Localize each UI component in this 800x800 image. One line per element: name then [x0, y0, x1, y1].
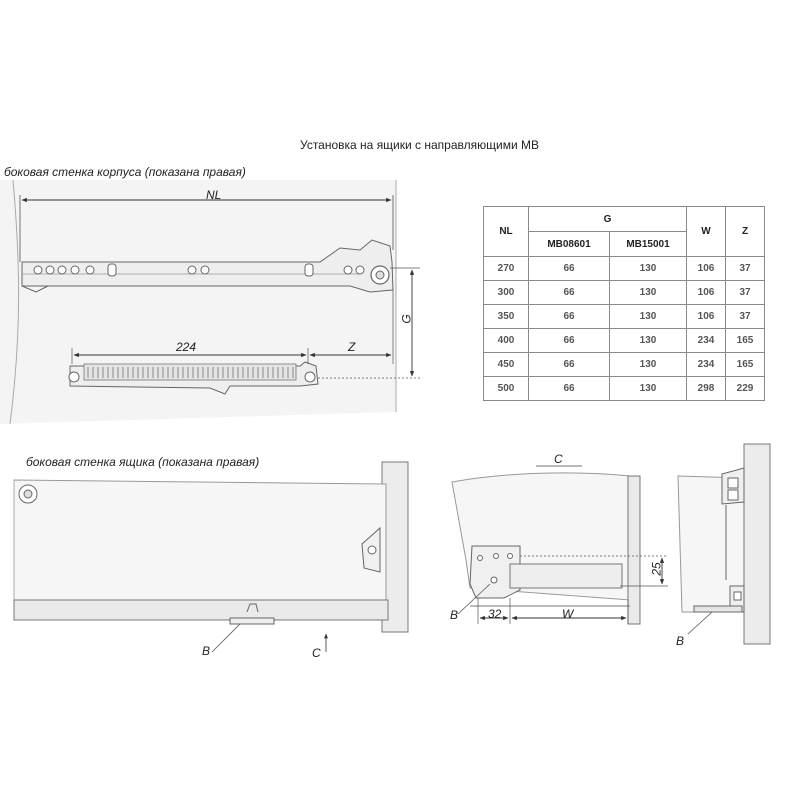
cell-g1: 66	[529, 305, 610, 329]
cell-g2: 130	[610, 353, 687, 377]
dim-b-right-label: B	[676, 634, 685, 648]
cell-nl: 350	[484, 305, 529, 329]
cell-z: 229	[726, 377, 765, 401]
cell-w: 106	[687, 305, 726, 329]
cabinet-side-label: боковая стенка корпуса (показана правая)	[4, 165, 246, 179]
cell-g2: 130	[610, 329, 687, 353]
dim-g-label: G	[399, 314, 414, 324]
cell-g2: 130	[610, 281, 687, 305]
dim-c-top-label: C	[554, 452, 563, 466]
cell-nl: 270	[484, 257, 529, 281]
cell-nl: 300	[484, 281, 529, 305]
cell-g1: 66	[529, 281, 610, 305]
table-row	[484, 305, 765, 329]
cell-g1: 66	[529, 257, 610, 281]
cell-w: 106	[687, 281, 726, 305]
cell-g2: 130	[610, 305, 687, 329]
end-view	[678, 444, 770, 644]
cell-z: 37	[726, 305, 765, 329]
drawer-side-label: боковая стенка ящика (показана правая)	[26, 455, 260, 469]
dim-b-mid-label: B	[450, 608, 459, 622]
dim-25-label: 25	[649, 562, 664, 576]
dim-32-label: 32	[488, 607, 502, 621]
cell-z: 37	[726, 257, 765, 281]
spec-table	[483, 206, 765, 401]
cell-g1: 66	[529, 329, 610, 353]
cell-z: 165	[726, 353, 765, 377]
th-g: G	[529, 207, 687, 232]
cell-w: 234	[687, 329, 726, 353]
dim-z-label: Z	[348, 340, 356, 354]
table-row	[484, 377, 765, 401]
dim-224-label: 224	[176, 340, 197, 354]
cell-w: 298	[687, 377, 726, 401]
th-w: W	[687, 207, 726, 257]
cell-g2: 130	[610, 257, 687, 281]
dim-w-label: W	[562, 607, 574, 621]
drawing-title: Установка на ящики с направляющими MB	[300, 138, 539, 152]
cell-w: 234	[687, 353, 726, 377]
dim-c-bottom-label: C	[312, 646, 321, 660]
cell-g1: 66	[529, 377, 610, 401]
cell-g1: 66	[529, 353, 610, 377]
dim-nl-label: NL	[206, 188, 222, 202]
cell-nl: 400	[484, 329, 529, 353]
th-nl: NL	[484, 207, 529, 257]
table-row	[484, 329, 765, 353]
th-g2: MB15001	[610, 232, 687, 257]
drawer-side-view	[14, 462, 408, 652]
cell-w: 106	[687, 257, 726, 281]
table-row	[484, 353, 765, 377]
th-z: Z	[726, 207, 765, 257]
th-g1: MB08601	[529, 232, 610, 257]
cell-g2: 130	[610, 377, 687, 401]
cell-z: 165	[726, 329, 765, 353]
table-row	[484, 257, 765, 281]
table-row	[484, 281, 765, 305]
cell-nl: 450	[484, 353, 529, 377]
cell-z: 37	[726, 281, 765, 305]
cell-nl: 500	[484, 377, 529, 401]
section-detail-view	[452, 466, 668, 624]
dim-b-left-label: B	[202, 644, 211, 658]
